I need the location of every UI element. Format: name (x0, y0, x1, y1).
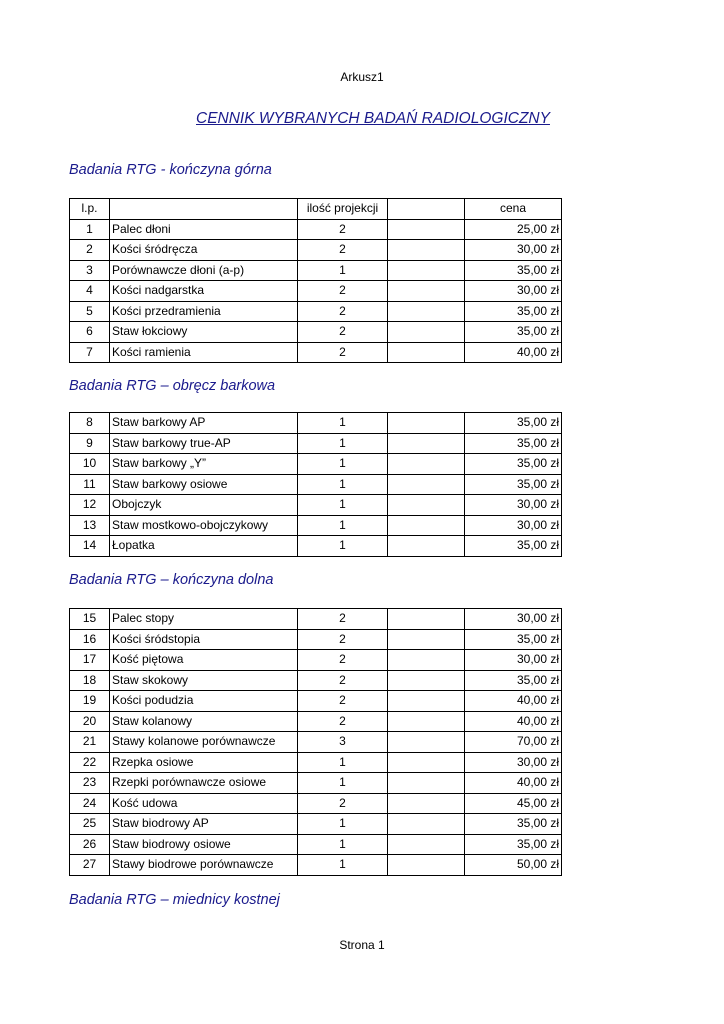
table-row (70, 752, 562, 773)
row-name: Staw barkowy osiowe (110, 474, 298, 495)
row-name: Kość udowa (110, 793, 298, 814)
table-row (70, 515, 562, 536)
row-lp: 21 (70, 732, 110, 753)
table-body (70, 609, 562, 876)
row-name: Rzepka osiowe (110, 752, 298, 773)
table-row (70, 629, 562, 650)
table-body (70, 219, 562, 363)
table-row (70, 495, 562, 516)
row-lp: 13 (70, 515, 110, 536)
row-name: Staw kolanowy (110, 711, 298, 732)
table-row (70, 474, 562, 495)
row-projections: 2 (298, 650, 388, 671)
row-name: Kości nadgarstka (110, 281, 298, 302)
table-row (70, 342, 562, 363)
row-projections: 1 (298, 752, 388, 773)
table-row (70, 301, 562, 322)
row-projections: 2 (298, 240, 388, 261)
row-extra (388, 260, 465, 281)
row-price: 35,00 zł (465, 454, 562, 475)
row-extra (388, 711, 465, 732)
table-row (70, 219, 562, 240)
table-row (70, 793, 562, 814)
document-title: CENNIK WYBRANYCH BADAŃ RADIOLOGICZNY (196, 110, 550, 127)
price-table-lower-limb (69, 608, 562, 876)
page-number: Strona 1 (339, 938, 385, 952)
table-row (70, 433, 562, 454)
row-price: 45,00 zł (465, 793, 562, 814)
row-projections: 2 (298, 793, 388, 814)
row-projections: 1 (298, 814, 388, 835)
row-extra (388, 495, 465, 516)
row-projections: 2 (298, 609, 388, 630)
row-name: Kości ramienia (110, 342, 298, 363)
row-extra (388, 219, 465, 240)
row-price: 40,00 zł (465, 342, 562, 363)
row-name: Rzepki porównawcze osiowe (110, 773, 298, 794)
row-extra (388, 454, 465, 475)
row-price: 30,00 zł (465, 240, 562, 261)
row-price: 40,00 zł (465, 711, 562, 732)
row-lp: 9 (70, 433, 110, 454)
header-projections: ilość projekcji (298, 199, 388, 220)
header-extra (388, 199, 465, 220)
row-projections: 1 (298, 855, 388, 876)
row-extra (388, 301, 465, 322)
row-lp: 3 (70, 260, 110, 281)
table-row (70, 711, 562, 732)
row-price: 40,00 zł (465, 773, 562, 794)
row-name: Kości podudzia (110, 691, 298, 712)
row-extra (388, 691, 465, 712)
row-lp: 8 (70, 413, 110, 434)
row-extra (388, 342, 465, 363)
row-price: 70,00 zł (465, 732, 562, 753)
row-extra (388, 536, 465, 557)
price-table-upper-limb (69, 198, 562, 363)
row-projections: 1 (298, 536, 388, 557)
row-lp: 16 (70, 629, 110, 650)
table-row (70, 260, 562, 281)
row-name: Staw barkowy true-AP (110, 433, 298, 454)
row-lp: 4 (70, 281, 110, 302)
table-row (70, 650, 562, 671)
section-title: Badania RTG - kończyna górna (69, 162, 272, 178)
table-row (70, 240, 562, 261)
row-price: 30,00 zł (465, 752, 562, 773)
price-table-shoulder (69, 412, 562, 557)
table-row (70, 691, 562, 712)
row-price: 35,00 zł (465, 670, 562, 691)
header-name (110, 199, 298, 220)
table-row (70, 855, 562, 876)
row-lp: 20 (70, 711, 110, 732)
row-extra (388, 752, 465, 773)
row-lp: 10 (70, 454, 110, 475)
table-row (70, 773, 562, 794)
row-projections: 1 (298, 515, 388, 536)
row-lp: 15 (70, 609, 110, 630)
header-row-container (70, 199, 562, 220)
row-projections: 2 (298, 322, 388, 343)
row-lp: 24 (70, 793, 110, 814)
table-row (70, 670, 562, 691)
row-price: 35,00 zł (465, 433, 562, 454)
row-price: 35,00 zł (465, 814, 562, 835)
row-extra (388, 793, 465, 814)
row-extra (388, 814, 465, 835)
row-extra (388, 629, 465, 650)
row-name: Stawy kolanowe porównawcze (110, 732, 298, 753)
row-name: Staw mostkowo-obojczykowy (110, 515, 298, 536)
row-extra (388, 834, 465, 855)
row-name: Staw łokciowy (110, 322, 298, 343)
header-lp: l.p. (70, 199, 110, 220)
row-projections: 1 (298, 834, 388, 855)
row-lp: 26 (70, 834, 110, 855)
row-projections: 1 (298, 413, 388, 434)
row-extra (388, 413, 465, 434)
row-name: Staw biodrowy AP (110, 814, 298, 835)
row-projections: 2 (298, 342, 388, 363)
section-title: Badania RTG – kończyna dolna (69, 572, 274, 588)
row-projections: 2 (298, 301, 388, 322)
row-projections: 2 (298, 219, 388, 240)
row-projections: 2 (298, 691, 388, 712)
row-name: Obojczyk (110, 495, 298, 516)
row-price: 35,00 zł (465, 301, 562, 322)
row-price: 30,00 zł (465, 281, 562, 302)
row-extra (388, 515, 465, 536)
row-extra (388, 670, 465, 691)
table-row (70, 814, 562, 835)
row-price: 40,00 zł (465, 691, 562, 712)
row-extra (388, 609, 465, 630)
table-row (70, 322, 562, 343)
row-projections: 2 (298, 281, 388, 302)
table-body (70, 413, 562, 557)
row-lp: 25 (70, 814, 110, 835)
header-price: cena (465, 199, 562, 220)
row-extra (388, 732, 465, 753)
row-price: 35,00 zł (465, 474, 562, 495)
row-name: Porównawcze dłoni (a-p) (110, 260, 298, 281)
row-lp: 7 (70, 342, 110, 363)
table-row (70, 609, 562, 630)
row-name: Kości śródstopia (110, 629, 298, 650)
row-lp: 2 (70, 240, 110, 261)
row-lp: 17 (70, 650, 110, 671)
row-price: 25,00 zł (465, 219, 562, 240)
row-price: 35,00 zł (465, 629, 562, 650)
row-price: 30,00 zł (465, 495, 562, 516)
row-projections: 2 (298, 670, 388, 691)
row-extra (388, 322, 465, 343)
table-row (70, 281, 562, 302)
row-price: 50,00 zł (465, 855, 562, 876)
row-extra (388, 474, 465, 495)
section-title: Badania RTG – obręcz barkowa (69, 378, 276, 394)
row-extra (388, 281, 465, 302)
row-lp: 22 (70, 752, 110, 773)
row-lp: 27 (70, 855, 110, 876)
table-row (70, 834, 562, 855)
row-projections: 1 (298, 773, 388, 794)
row-price: 35,00 zł (465, 322, 562, 343)
row-lp: 6 (70, 322, 110, 343)
table-row (70, 732, 562, 753)
row-projections: 1 (298, 454, 388, 475)
row-lp: 23 (70, 773, 110, 794)
row-price: 35,00 zł (465, 413, 562, 434)
row-name: Łopatka (110, 536, 298, 557)
row-name: Palec dłoni (110, 219, 298, 240)
row-name: Staw barkowy AP (110, 413, 298, 434)
table-row (70, 454, 562, 475)
table-header-row (70, 199, 562, 220)
row-name: Staw skokowy (110, 670, 298, 691)
row-name: Staw biodrowy osiowe (110, 834, 298, 855)
row-projections: 2 (298, 629, 388, 650)
row-lp: 12 (70, 495, 110, 516)
row-lp: 5 (70, 301, 110, 322)
row-extra (388, 433, 465, 454)
row-extra (388, 650, 465, 671)
row-lp: 19 (70, 691, 110, 712)
row-projections: 1 (298, 474, 388, 495)
row-price: 30,00 zł (465, 650, 562, 671)
row-extra (388, 773, 465, 794)
table-row (70, 413, 562, 434)
row-price: 35,00 zł (465, 834, 562, 855)
row-price: 35,00 zł (465, 536, 562, 557)
row-projections: 3 (298, 732, 388, 753)
row-projections: 1 (298, 433, 388, 454)
row-name: Palec stopy (110, 609, 298, 630)
row-name: Stawy biodrowe porównawcze (110, 855, 298, 876)
row-extra (388, 240, 465, 261)
sheet-name: Arkusz1 (340, 70, 384, 84)
row-name: Kość piętowa (110, 650, 298, 671)
row-lp: 1 (70, 219, 110, 240)
table-row (70, 536, 562, 557)
row-name: Kości śródręcza (110, 240, 298, 261)
row-extra (388, 855, 465, 876)
row-lp: 11 (70, 474, 110, 495)
row-projections: 2 (298, 711, 388, 732)
row-lp: 14 (70, 536, 110, 557)
row-price: 35,00 zł (465, 260, 562, 281)
row-price: 30,00 zł (465, 609, 562, 630)
section-title: Badania RTG – miednicy kostnej (69, 892, 280, 908)
row-projections: 1 (298, 495, 388, 516)
row-name: Kości przedramienia (110, 301, 298, 322)
row-projections: 1 (298, 260, 388, 281)
row-lp: 18 (70, 670, 110, 691)
row-name: Staw barkowy „Y” (110, 454, 298, 475)
row-price: 30,00 zł (465, 515, 562, 536)
